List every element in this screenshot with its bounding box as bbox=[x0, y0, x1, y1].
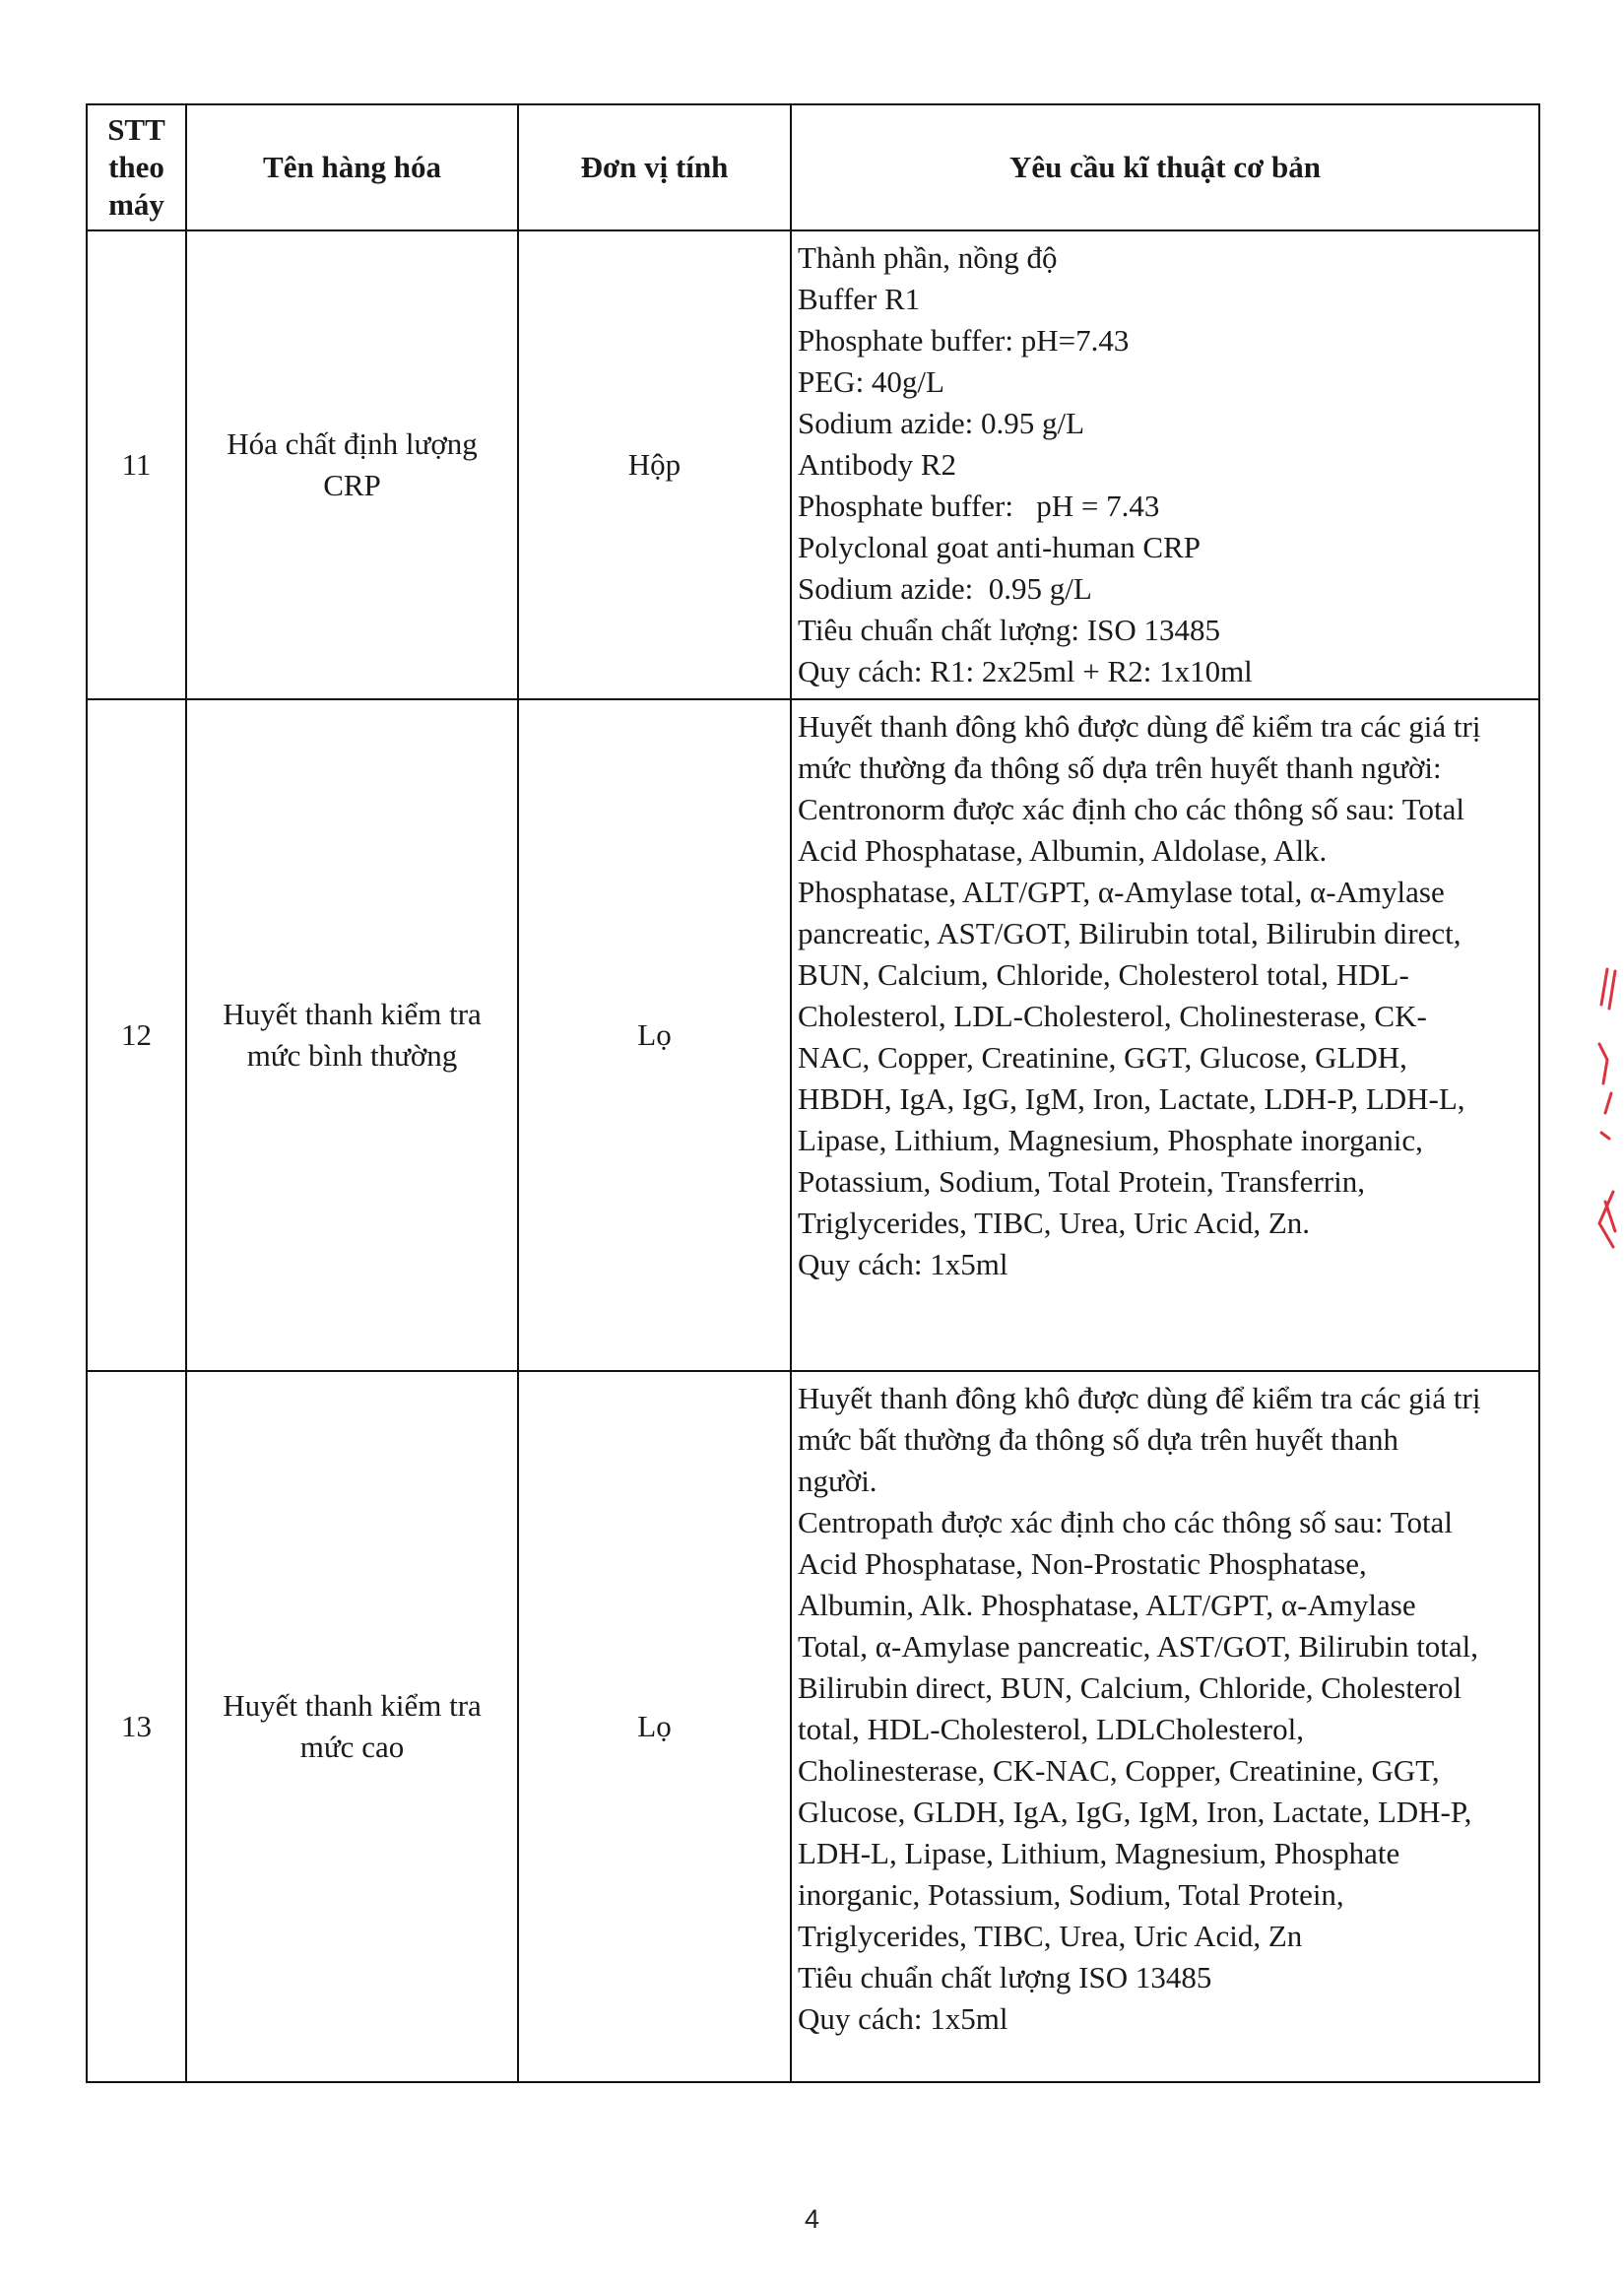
header-name: Tên hàng hóa bbox=[186, 104, 518, 230]
row-stt: 11 bbox=[87, 230, 186, 699]
spec-line: Phosphate buffer: pH = 7.43 bbox=[798, 489, 1160, 523]
spec-line: Sodium azide: 0.95 g/L bbox=[798, 406, 1085, 440]
spec-line: Acid Phosphatase, Albumin, Aldolase, Alk. bbox=[798, 833, 1328, 868]
header-spec: Yêu cầu kĩ thuật cơ bản bbox=[791, 104, 1539, 230]
spec-line: mức thường đa thông số dựa trên huyết thanh người: bbox=[798, 751, 1442, 785]
spec-line: HBDH, IgA, IgG, IgM, Iron, Lactate, LDH-P, LDH-L, bbox=[798, 1081, 1465, 1116]
row-item-name bbox=[186, 230, 518, 699]
item-name-line: Huyết thanh kiểm tra bbox=[223, 1688, 482, 1723]
spec-line: Glucose, GLDH, IgA, IgG, IgM, Iron, Lactate, LDH-P, bbox=[798, 1795, 1472, 1829]
item-name-line: CRP bbox=[323, 468, 381, 502]
page-number: 4 bbox=[804, 2204, 820, 2234]
row-spec bbox=[791, 699, 1539, 1371]
row-unit: Lọ bbox=[518, 1371, 791, 2082]
row-stt: 12 bbox=[87, 699, 186, 1371]
spec-line: Cholesterol, LDL-Cholesterol, Cholinesterase, CK- bbox=[798, 999, 1427, 1033]
table-row bbox=[87, 699, 1539, 1371]
spec-line: Thành phần, nồng độ bbox=[798, 240, 1058, 275]
spec-line: NAC, Copper, Creatinine, GGT, Glucose, GLDH, bbox=[798, 1040, 1407, 1075]
spec-line: Centropath được xác định cho các thông số sau: Total bbox=[798, 1505, 1453, 1539]
spec-line: Albumin, Alk. Phosphatase, ALT/GPT, α-Amylase bbox=[798, 1588, 1416, 1622]
spec-line: LDH-L, Lipase, Lithium, Magnesium, Phosphate bbox=[798, 1836, 1400, 1870]
item-name-line: Huyết thanh kiểm tra bbox=[223, 997, 482, 1031]
row-spec bbox=[791, 1371, 1539, 2082]
table-row bbox=[87, 1371, 1539, 2082]
spec-line: Total, α-Amylase pancreatic, AST/GOT, Bilirubin total, bbox=[798, 1629, 1479, 1664]
spec-line: Polyclonal goat anti-human CRP bbox=[798, 530, 1201, 564]
spec-line: mức bất thường đa thông số dựa trên huyết thanh bbox=[798, 1422, 1399, 1457]
spec-line: Quy cách: R1: 2x25ml + R2: 1x10ml bbox=[798, 654, 1253, 688]
spec-line: Potassium, Sodium, Total Protein, Transferrin, bbox=[798, 1164, 1365, 1199]
row-unit: Lọ bbox=[518, 699, 791, 1371]
table-row bbox=[87, 230, 1539, 699]
spec-line: total, HDL-Cholesterol, LDLCholesterol, bbox=[798, 1712, 1304, 1746]
header-stt bbox=[87, 104, 186, 230]
spec-line: Huyết thanh đông khô được dùng để kiểm tra các giá trị bbox=[798, 1381, 1481, 1415]
spec-line: Acid Phosphatase, Non-Prostatic Phosphatase, bbox=[798, 1546, 1367, 1581]
spec-line: Centronorm được xác định cho các thông số sau: Total bbox=[798, 792, 1464, 826]
spec-line: Quy cách: 1x5ml bbox=[798, 1247, 1008, 1281]
spec-line: Bilirubin direct, BUN, Calcium, Chloride, Cholesterol bbox=[798, 1670, 1462, 1705]
item-name-line: mức cao bbox=[299, 1730, 405, 1764]
spec-line: Cholinesterase, CK-NAC, Copper, Creatinine, GGT, bbox=[798, 1753, 1440, 1788]
spec-line: Tiêu chuẩn chất lượng ISO 13485 bbox=[798, 1960, 1212, 1994]
spec-line: Quy cách: 1x5ml bbox=[798, 2001, 1008, 2036]
spec-line: Phosphate buffer: pH=7.43 bbox=[798, 323, 1130, 358]
spec-line: pancreatic, AST/GOT, Bilirubin total, Bilirubin direct, bbox=[798, 916, 1462, 950]
spec-line: PEG: 40g/L bbox=[798, 364, 944, 399]
header-unit: Đơn vị tính bbox=[518, 104, 791, 230]
row-stt: 13 bbox=[87, 1371, 186, 2082]
item-name-line: Hóa chất định lượng bbox=[227, 426, 478, 461]
specification-table bbox=[86, 103, 1540, 2083]
spec-line: người. bbox=[798, 1464, 877, 1498]
spec-line: Lipase, Lithium, Magnesium, Phosphate inorganic, bbox=[798, 1123, 1423, 1157]
header-stt-line: theo bbox=[108, 150, 164, 184]
spec-line: Tiêu chuẩn chất lượng: ISO 13485 bbox=[798, 613, 1220, 647]
item-name-line: mức bình thường bbox=[246, 1038, 458, 1073]
row-unit: Hộp bbox=[518, 230, 791, 699]
stamp-mark bbox=[1593, 965, 1619, 1251]
row-item-name bbox=[186, 699, 518, 1371]
spec-line: BUN, Calcium, Chloride, Cholesterol total, HDL- bbox=[798, 957, 1409, 992]
row-item-name bbox=[186, 1371, 518, 2082]
spec-line: Sodium azide: 0.95 g/L bbox=[798, 571, 1092, 606]
spec-line: Huyết thanh đông khô được dùng để kiểm tra các giá trị bbox=[798, 709, 1481, 744]
spec-line: Buffer R1 bbox=[798, 282, 921, 316]
header-stt-line: máy bbox=[108, 187, 164, 222]
spec-line: inorganic, Potassium, Sodium, Total Protein, bbox=[798, 1877, 1344, 1912]
spec-line: Phosphatase, ALT/GPT, α-Amylase total, α-Amylase bbox=[798, 875, 1445, 909]
row-spec bbox=[791, 230, 1539, 699]
spec-line: Antibody R2 bbox=[798, 447, 957, 482]
header-stt-line: STT bbox=[107, 112, 165, 147]
spec-line: Triglycerides, TIBC, Urea, Uric Acid, Zn bbox=[798, 1919, 1303, 1953]
header-row bbox=[87, 104, 1539, 230]
spec-line: Triglycerides, TIBC, Urea, Uric Acid, Zn. bbox=[798, 1206, 1311, 1240]
